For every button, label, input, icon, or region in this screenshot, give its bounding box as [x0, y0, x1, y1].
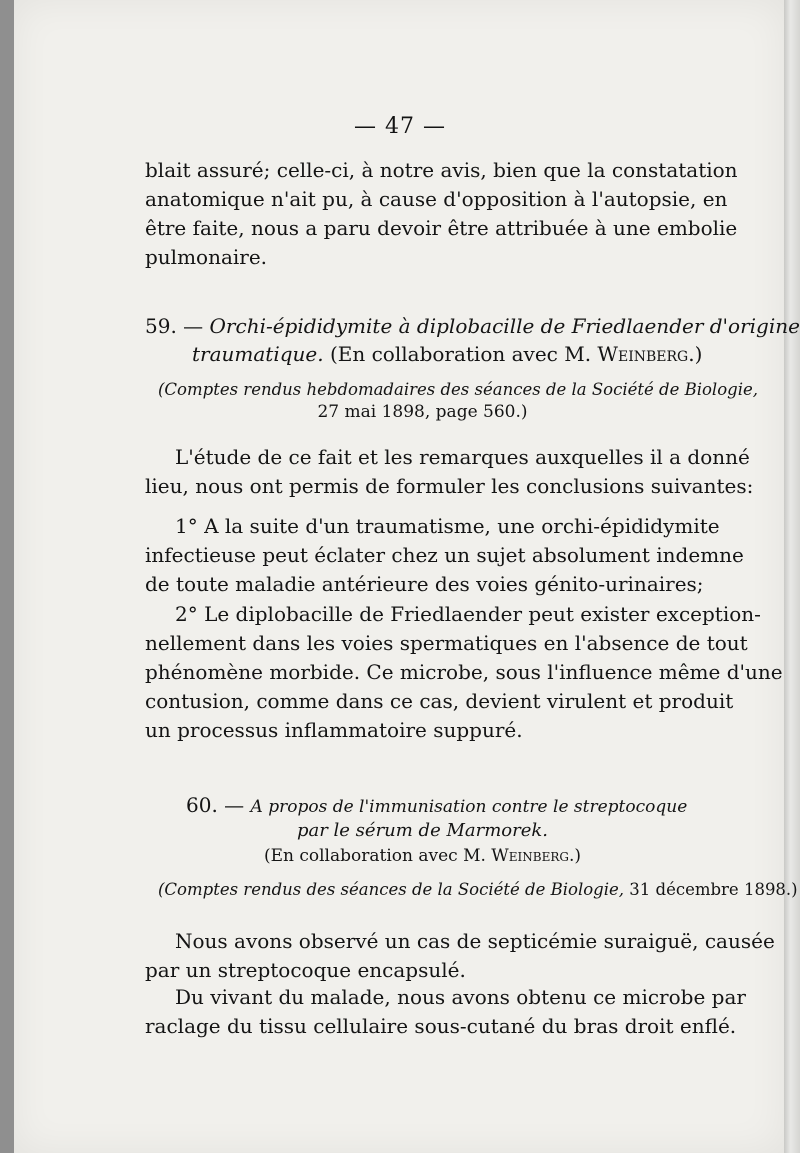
item-60-para-1: [145, 927, 775, 985]
item-60-collab-end: .): [568, 846, 582, 866]
item-59-para-1: [145, 443, 754, 501]
paragraph-line: Nous avons observé un cas de septicémie suraiguë, causée: [175, 929, 775, 953]
item-60-reference-source: (Comptes rendus des séances de la Société de Biologie,: [158, 880, 625, 899]
item-60-para-2: [145, 983, 746, 1041]
item-59-title-line: [145, 312, 800, 341]
item-60-title: A propos de l'immunisation contre le streptocoque: [250, 797, 688, 817]
item-60-title-line: [186, 791, 688, 820]
paragraph-line: nellement dans les voies spermatiques en l'absence de tout: [145, 631, 748, 655]
item-60-dash: —: [224, 793, 245, 817]
paragraph-line: par un streptocoque encapsulé.: [145, 958, 466, 982]
item-60-heading: [186, 791, 688, 820]
intro-line: blait assuré; celle-ci, à notre avis, bien que la constatation: [145, 158, 738, 182]
page-edge: [784, 0, 800, 1153]
item-59-heading-cont: [192, 340, 703, 369]
page-number: — 47 —: [354, 114, 446, 139]
item-59-collab-name: Weinberg: [597, 342, 689, 366]
item-59-number: 59.: [145, 314, 177, 338]
paragraph-line: raclage du tissu cellulaire sous-cutané du bras droit enflé.: [145, 1014, 737, 1038]
paragraph-line: L'étude de ce fait et les remarques auxquelles il a donné: [175, 445, 750, 469]
item-59-para-2: [145, 512, 744, 599]
intro-line: être faite, nous a paru devoir être attribuée à une embolie: [145, 216, 738, 240]
item-60-number: 60.: [186, 793, 218, 817]
item-59-collab: (En collaboration avec M.: [329, 342, 592, 366]
paragraph-line: infectieuse peut éclater chez un sujet absolument indemne: [145, 543, 744, 567]
paragraph-line: un processus inflammatoire suppuré.: [145, 718, 523, 742]
item-59-reference-date: 27 mai 1898, page 560.): [317, 402, 528, 422]
paragraph-line: Du vivant du malade, nous avons obtenu ce microbe par: [175, 985, 746, 1009]
intro-line: pulmonaire.: [145, 245, 268, 269]
item-60-collab-text: (En collaboration avec M.: [263, 846, 486, 866]
item-59-title-line2: [192, 340, 703, 369]
intro-paragraph: [145, 156, 738, 272]
paragraph-line: phénomène morbide. Ce microbe, sous l'influence même d'une: [145, 660, 783, 684]
paragraph-line: lieu, nous ont permis de formuler les conclusions suivantes:: [145, 474, 754, 498]
item-60-collab-name: Weinberg: [491, 846, 569, 866]
item-60-title-line2: par le sérum de Marmorek.: [296, 820, 549, 841]
paragraph-line: 2° Le diplobacille de Friedlaender peut exister exception-: [175, 602, 761, 626]
paragraph-line: de toute maladie antérieure des voies génito-urinaires;: [145, 572, 704, 596]
intro-line: anatomique n'ait pu, à cause d'opposition à l'autopsie, en: [145, 187, 728, 211]
item-59-reference: (Comptes rendus hebdomadaires des séances de la Société de Biologie,: [158, 380, 758, 399]
item-59-collab-end: .): [688, 342, 703, 366]
item-59-dash: —: [183, 314, 204, 338]
item-59-title: Orchi-épididymite à diplobacille de Friedlaender d'origine: [209, 314, 800, 338]
item-59-para-3: [145, 600, 783, 745]
item-59-title-2: traumatique.: [192, 342, 324, 366]
item-60-reference-date: 31 décembre 1898.): [629, 880, 798, 899]
paragraph-line: 1° A la suite d'un traumatisme, une orchi-épididymite: [175, 514, 720, 538]
paragraph-line: contusion, comme dans ce cas, devient virulent et produit: [145, 689, 734, 713]
item-60-collab: [145, 845, 700, 868]
item-59-heading: [145, 312, 800, 341]
item-60-reference: [158, 878, 798, 901]
